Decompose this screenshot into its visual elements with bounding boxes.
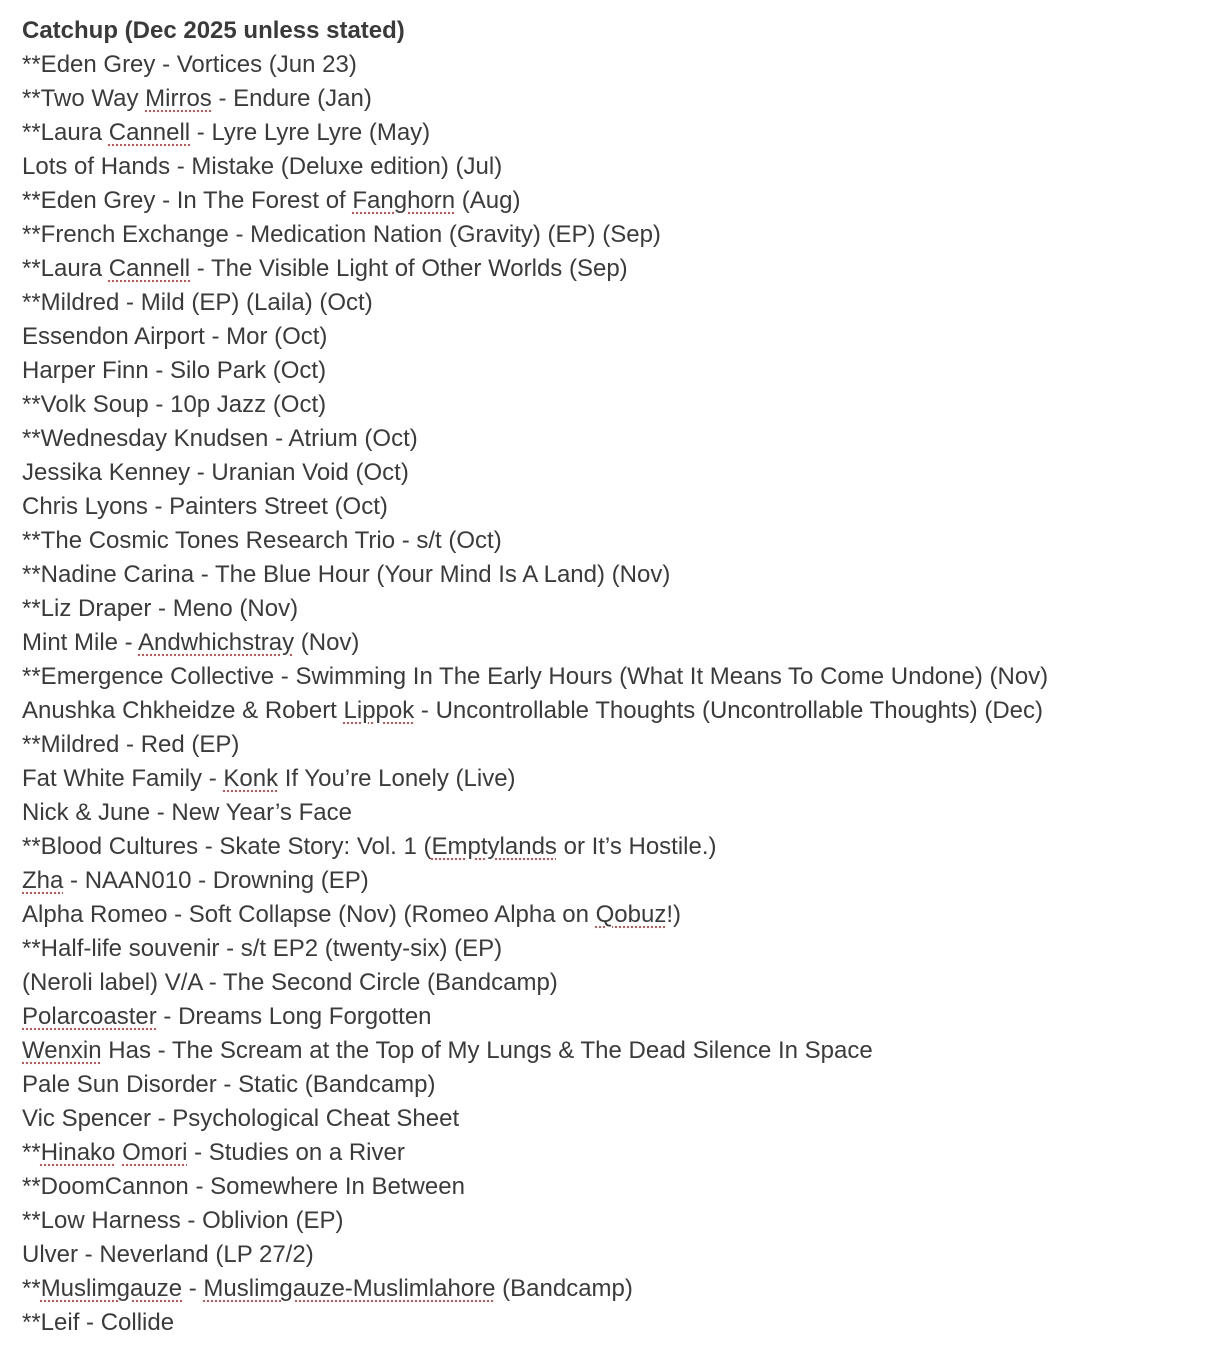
note-line[interactable]: **Mildred - Red (EP)	[22, 731, 240, 758]
note-line[interactable]: Lots of Hands - Mistake (Deluxe edition) (Jul)	[22, 153, 503, 180]
misspelled-word[interactable]: Qobuz	[595, 901, 667, 928]
note-line[interactable]: **Low Harness - Oblivion (EP)	[22, 1207, 344, 1234]
note-line[interactable]: Essendon Airport - Mor (Oct)	[22, 323, 328, 350]
note-line[interactable]: Nick & June - New Year’s Face	[22, 799, 352, 826]
misspelled-word[interactable]: Zha	[22, 867, 64, 894]
note-line[interactable]: **Emergence Collective - Swimming In The Early Hours (What It Means To Come Undone) (Nov)	[22, 663, 1049, 690]
note-line[interactable]: Chris Lyons - Painters Street (Oct)	[22, 493, 388, 520]
note-line[interactable]: **Laura Cannell - The Visible Light of Other Worlds (Sep)	[22, 255, 628, 282]
note-line[interactable]: **Volk Soup - 10p Jazz (Oct)	[22, 391, 327, 418]
note-line[interactable]: **Eden Grey - Vortices (Jun 23)	[22, 51, 357, 78]
note-body[interactable]	[22, 14, 1212, 1340]
note-line[interactable]: **Muslimgauze - Muslimgauze-Muslimlahore (Bandcamp)	[22, 1275, 633, 1302]
note-line[interactable]: **French Exchange - Medication Nation (Gravity) (EP) (Sep)	[22, 221, 661, 248]
note-line[interactable]: Zha - NAAN010 - Drowning (EP)	[22, 867, 369, 894]
note-line[interactable]: **Liz Draper - Meno (Nov)	[22, 595, 299, 622]
note-line[interactable]: Mint Mile - Andwhichstray (Nov)	[22, 629, 360, 656]
misspelled-word[interactable]: Lippok	[343, 697, 415, 724]
note-line[interactable]: Anushka Chkheidze & Robert Lippok - Uncontrollable Thoughts (Uncontrollable Thoughts) (Dec)	[22, 697, 1044, 724]
misspelled-word[interactable]: Omori	[122, 1139, 188, 1166]
misspelled-word[interactable]: Muslimgauze	[40, 1275, 183, 1302]
note-line[interactable]: **The Cosmic Tones Research Trio - s/t (Oct)	[22, 527, 502, 554]
note-line[interactable]: (Neroli label) V/A - The Second Circle (Bandcamp)	[22, 969, 558, 996]
note-line[interactable]: **Leif - Collide	[22, 1309, 175, 1336]
note-lines	[22, 48, 1212, 1340]
note-line[interactable]: **Blood Cultures - Skate Story: Vol. 1 (Emptylands or It’s Hostile.)	[22, 833, 717, 860]
misspelled-word[interactable]: Hinako	[40, 1139, 116, 1166]
note-line[interactable]: **Mildred - Mild (EP) (Laila) (Oct)	[22, 289, 373, 316]
note-line[interactable]: Ulver - Neverland (LP 27/2)	[22, 1241, 314, 1268]
note-line[interactable]: **Half-life souvenir - s/t EP2 (twenty-six) (EP)	[22, 935, 503, 962]
note-line[interactable]: **Nadine Carina - The Blue Hour (Your Mind Is A Land) (Nov)	[22, 561, 671, 588]
misspelled-word[interactable]: Polarcoaster	[22, 1003, 157, 1030]
misspelled-word[interactable]: Wenxin	[22, 1037, 102, 1064]
note-line[interactable]: Jessika Kenney - Uranian Void (Oct)	[22, 459, 409, 486]
note-line[interactable]: Fat White Family - Konk If You’re Lonely (Live)	[22, 765, 516, 792]
note-line[interactable]: Pale Sun Disorder - Static (Bandcamp)	[22, 1071, 436, 1098]
note-line[interactable]: Polarcoaster - Dreams Long Forgotten	[22, 1003, 432, 1030]
misspelled-word[interactable]: Muslimgauze-Muslimlahore	[203, 1275, 496, 1302]
note-line[interactable]: Harper Finn - Silo Park (Oct)	[22, 357, 327, 384]
misspelled-word[interactable]: Cannell	[108, 119, 191, 146]
note-line[interactable]: Wenxin Has - The Scream at the Top of My Lungs & The Dead Silence In Space	[22, 1037, 873, 1064]
misspelled-word[interactable]: Emptylands	[431, 833, 557, 860]
note-line[interactable]: **Two Way Mirros - Endure (Jan)	[22, 85, 372, 112]
note-line[interactable]: **Eden Grey - In The Forest of Fanghorn (Aug)	[22, 187, 521, 214]
note-line[interactable]: Alpha Romeo - Soft Collapse (Nov) (Romeo Alpha on Qobuz!)	[22, 901, 681, 928]
note-line[interactable]: **Hinako Omori - Studies on a River	[22, 1139, 405, 1166]
misspelled-word[interactable]: Fanghorn	[352, 187, 456, 214]
note-line[interactable]: Vic Spencer - Psychological Cheat Sheet	[22, 1105, 460, 1132]
misspelled-word[interactable]: Konk	[223, 765, 279, 792]
misspelled-word[interactable]: Mirros	[145, 85, 212, 112]
note-line[interactable]: **Laura Cannell - Lyre Lyre Lyre (May)	[22, 119, 431, 146]
misspelled-word[interactable]: Cannell	[108, 255, 191, 282]
note-title[interactable]: Catchup (Dec 2025 unless stated)	[22, 17, 405, 44]
note-line[interactable]: **DoomCannon - Somewhere In Between	[22, 1173, 465, 1200]
note-line[interactable]: **Wednesday Knudsen - Atrium (Oct)	[22, 425, 418, 452]
misspelled-word[interactable]: Andwhichstray	[138, 629, 295, 656]
